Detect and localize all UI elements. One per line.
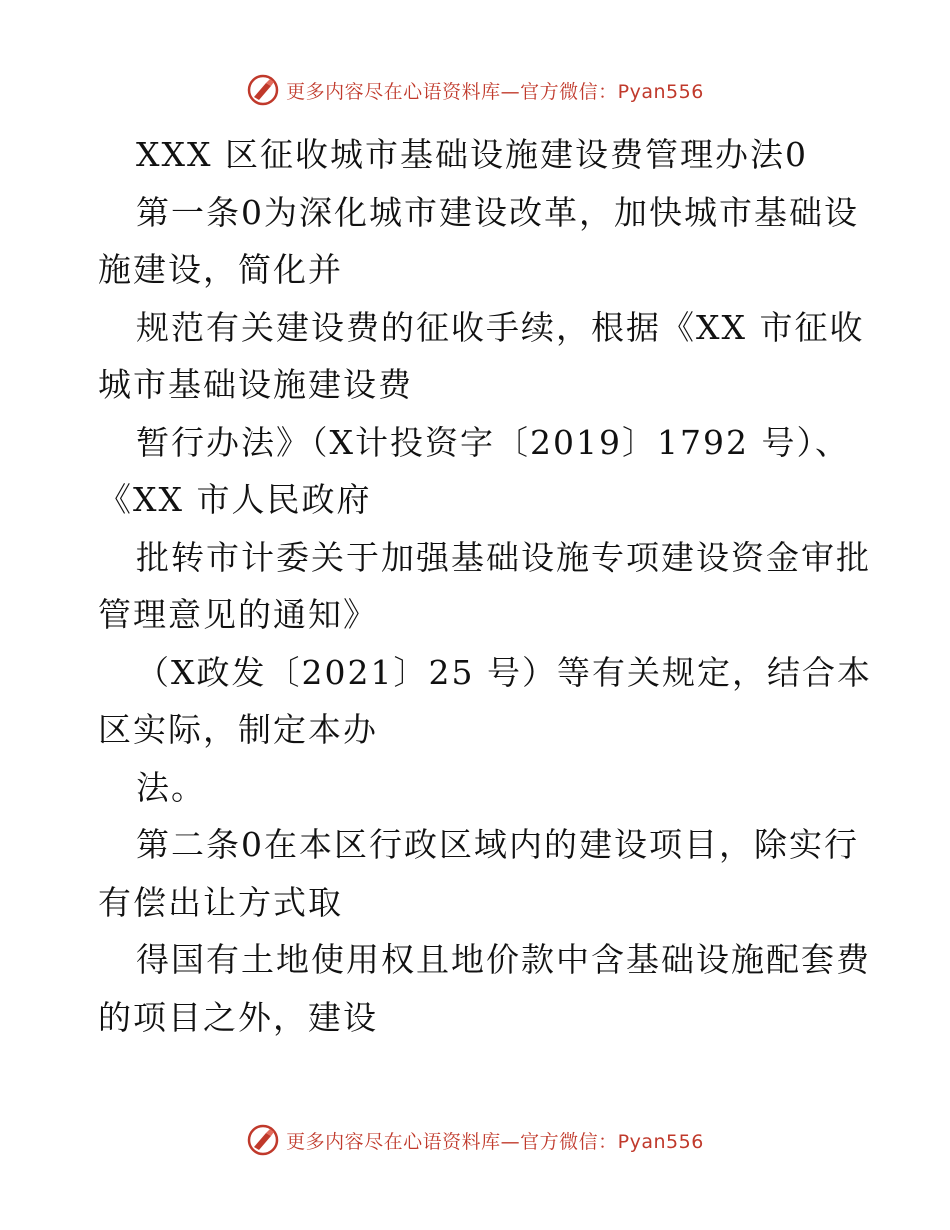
text-line: 批转市计委关于加强基础设施专项建设资金审批 (136, 537, 871, 577)
text-line: 法。 (136, 767, 206, 807)
text-line: 有偿出让方式取 (98, 882, 343, 922)
document-body (98, 126, 872, 1046)
watermark-text: 更多内容尽在心语资料库—官方微信：Pyan556 (286, 80, 704, 103)
footer-watermark-banner (0, 1120, 950, 1160)
text-line: 施建设，简化并 (98, 250, 343, 289)
watermark-text: 更多内容尽在心语资料库—官方微信：Pyan556 (286, 1130, 704, 1153)
text-line: 《XX 市人民政府 (98, 480, 372, 519)
text-line: 城市基础设施建设费 (98, 365, 413, 404)
text-line: 区实际，制定本办 (98, 710, 378, 749)
text-line: 规范有关建设费的征收手续，根据《XX 市征收 (136, 307, 865, 347)
text-line: 的项目之外，建设 (98, 997, 378, 1037)
logo-icon (246, 1123, 280, 1157)
document-title: XXX 区征收城市基础设施建设费管理办法0 (136, 135, 808, 174)
text-line: 管理意见的通知》 (98, 595, 378, 634)
header-watermark-banner (0, 70, 950, 110)
text-line: 第一条0为深化城市建设改革，加快城市基础设 (136, 192, 859, 232)
logo-icon (246, 73, 280, 107)
text-line: 第二条0在本区行政区域内的建设项目，除实行 (136, 825, 859, 864)
text-line: 暂行办法》（X计投资字〔2019〕1792 号）、 (136, 422, 850, 462)
text-line: （X政发〔2021〕25 号）等有关规定，结合本 (136, 652, 872, 692)
text-line: 得国有土地使用权且地价款中含基础设施配套费 (136, 940, 871, 979)
